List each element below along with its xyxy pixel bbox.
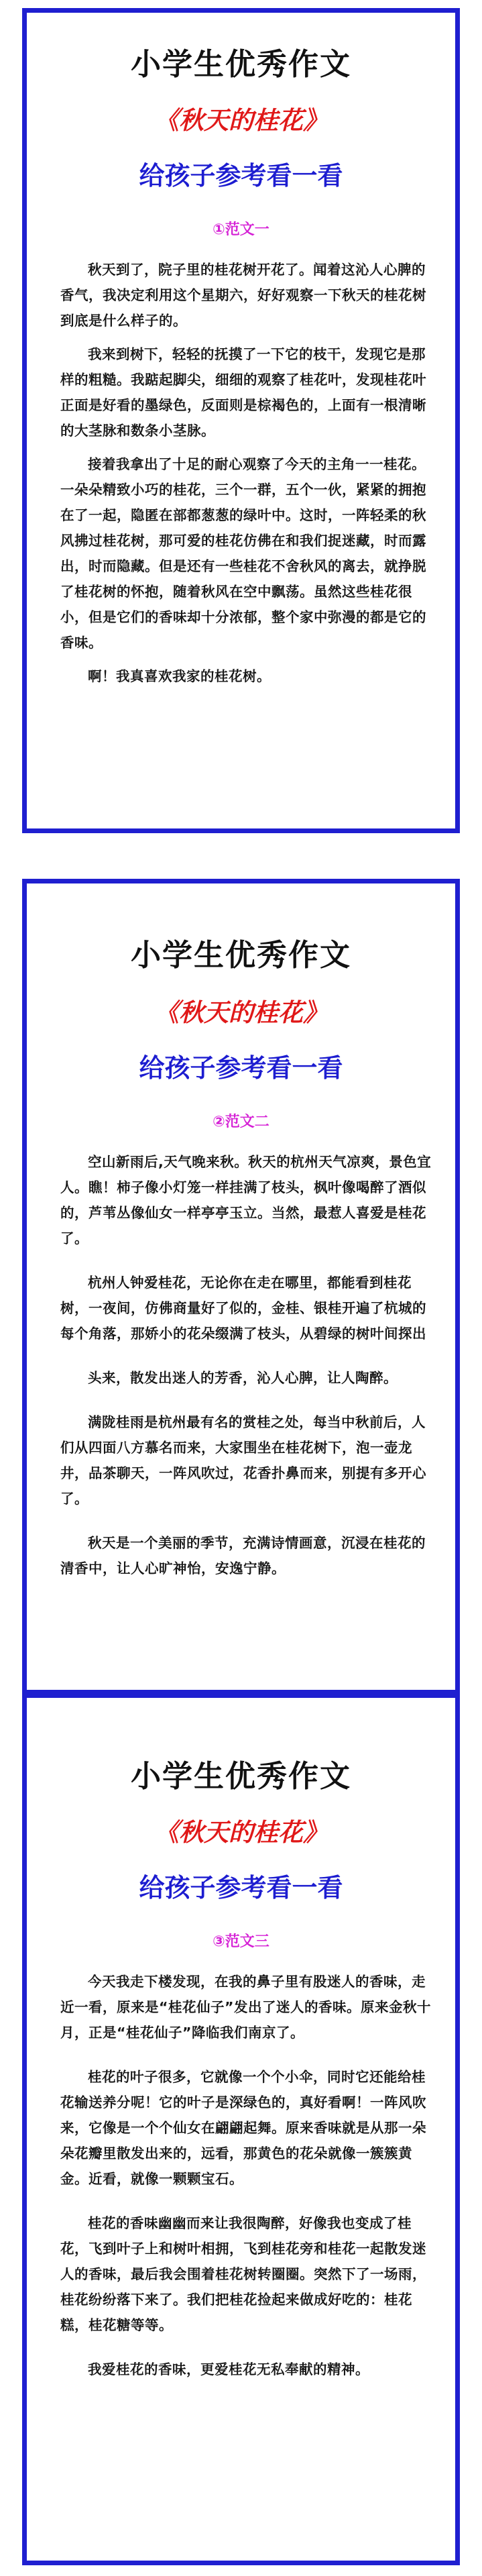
paragraph: 满陇桂雨是杭州最有名的赏桂之处，每当中秋前后，人们从四面八方慕名而来，大家围坐在桂花树下，泡一壶龙井，品茶聊天，一阵风吹过，花香扑鼻而来，别提有多开心了。 <box>60 1414 426 1507</box>
essay-tagline: 给孩子参考看一看 <box>139 1053 343 1083</box>
essay-label: ③范文三 <box>213 1933 269 1950</box>
paragraph: 头来，散发出迷人的芳香，沁人心脾，让人陶醉。 <box>88 1370 398 1386</box>
paragraph: 桂花的叶子很多，它就像一个个小伞，同时它还能给桂花输送养分呢！它的叶子是深绿色的，真好看啊！一阵风吹来，它像是一个个仙女在翩翩起舞。原来香味就是从那一朵朵花瓣里散发出来的，远看，那黄色的花朵就像一簇簇黄金。近看，就像一颗颗宝石。 <box>60 2069 426 2187</box>
essay-title: 小学生优秀作文 <box>130 1758 351 1794</box>
essay-subtitle: 《秋天的桂花》 <box>154 1818 328 1847</box>
essay-subtitle: 《秋天的桂花》 <box>154 998 328 1027</box>
essay-body <box>60 1149 432 1581</box>
paragraph: 接着我拿出了十足的耐心观察了今天的主角一一桂花。一朵朵精致小巧的桂花，三个一群，五个一伙，紧紧的拥抱在了一起，隐匿在部都葱葱的绿叶中。这时，一阵轻柔的秋风拂过桂花树，那可爱的桂花仿佛在和我们捉迷藏，时而露出，时而隐藏。但是还有一些桂花不舍秋风的离去，就挣脱了桂花树的怀抱，随着秋风在空中飘荡。虽然这些桂花很小，但是它们的香味却十分浓郁，整个家中弥漫的都是它的香味。 <box>60 456 426 651</box>
essay-label: ②范文二 <box>213 1114 269 1130</box>
essay-tagline: 给孩子参考看一看 <box>139 1873 343 1902</box>
paragraph: 秋天到了，院子里的桂花树开花了。闻着这沁人心脾的香气，我决定利用这个星期六，好好观察一下秋天的桂花树到底是什么样子的。 <box>60 262 426 329</box>
paragraph: 啊！我真喜欢我家的桂花树。 <box>88 668 271 684</box>
paragraph: 我来到树下，轻轻的抚摸了一下它的枝干，发现它是那样的粗糙。我踮起脚尖，细细的观察了桂花叶，发现桂花叶正面是好看的墨绿色，反面则是棕褐色的，上面有一根清晰的大茎脉和数条小茎脉。 <box>60 346 426 439</box>
essay-subtitle: 《秋天的桂花》 <box>154 106 328 135</box>
paragraph: 今天我走下楼发现，在我的鼻子里有股迷人的香味，走近一看，原来是“桂花仙子”发出了迷人的香味。原来金秋十月，正是“桂花仙子”降临我们南京了。 <box>60 1974 431 2041</box>
essay-title: 小学生优秀作文 <box>130 46 351 82</box>
paragraph: 秋天是一个美丽的季节，充满诗情画意，沉浸在桂花的清香中，让人心旷神怡，安逸宁静。 <box>60 1535 426 1576</box>
essay-card-1 <box>22 8 460 833</box>
essay-label: ①范文一 <box>213 221 269 238</box>
paragraph: 我爱桂花的香味，更爱桂花无私奉献的精神。 <box>88 2361 369 2377</box>
essay-card-2 <box>22 879 460 1695</box>
essay-body <box>60 257 432 689</box>
paragraph: 空山新雨后,天气晚来秋。秋天的杭州天气凉爽，景色宜人。瞧！柿子像小灯笼一样挂满了枝头，枫叶像喝醉了酒似的，芦苇丛像仙女一样亭亭玉立。当然，最惹人喜爱是桂花了。 <box>60 1154 432 1246</box>
paragraph: 杭州人钟爱桂花，无论你在走在哪里，都能看到桂花树，一夜间，仿佛商量好了似的，金桂、银桂开遍了杭城的每个角落，那娇小的花朵缀满了枝头，从碧绿的树叶间探出 <box>60 1275 426 1342</box>
essay-tagline: 给孩子参考看一看 <box>139 161 343 191</box>
essay-card-3 <box>22 1693 460 2565</box>
essay-body <box>60 1969 432 2382</box>
paragraph: 桂花的香味幽幽而来让我很陶醉，好像我也变成了桂花，飞到叶子上和树叶相拥，飞到桂花旁和桂花一起散发迷人的香味，最后我会围着桂花树转圈圈。突然下了一场雨，桂花纷纷落下来了。我们把桂花捡起来做成好吃的：桂花糕，桂花糖等等。 <box>60 2215 426 2333</box>
essay-title: 小学生优秀作文 <box>130 937 351 973</box>
